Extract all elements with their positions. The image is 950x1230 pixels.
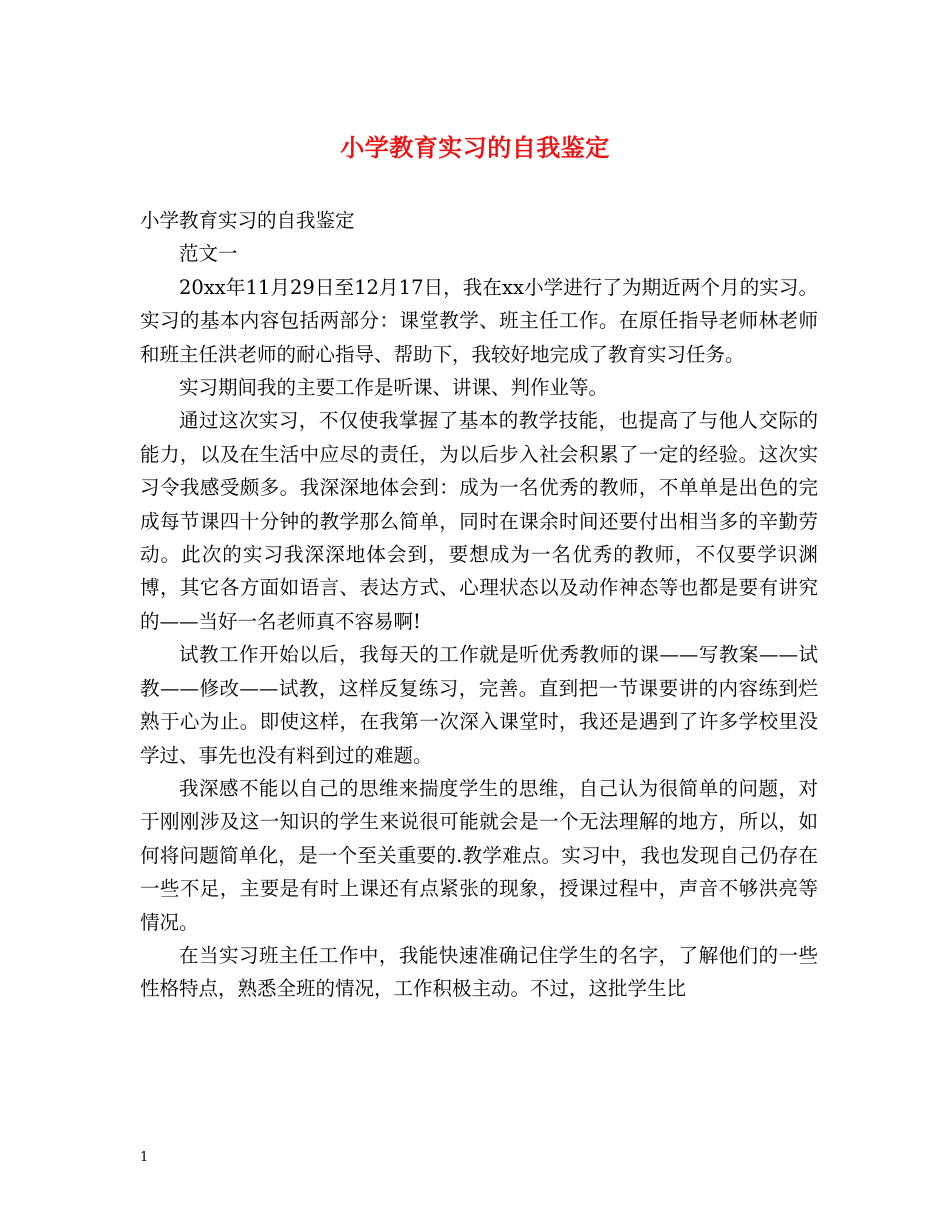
paragraph-reflection: 通过这次实习，不仅使我掌握了基本的教学技能，也提高了与他人交际的能力，以及在生活中应尽的责任，为以后步入社会积累了一定的经验。这次实习令我感受颇多。我深深地体会到：成为一名优秀的教师，不单单是出色的完成每节课四十分钟的教学那么简单，同时在课余时间还要付出相当多的辛勤劳动。此次的实习我深深地体会到，要想成为一名优秀的教师，不仅要学识渊博，其它各方面如语言、表达方式、心理状态以及动作神态等也都是要有讲究的——当好一名老师真不容易啊! [140, 409, 818, 633]
page-number: 1 [140, 1150, 149, 1165]
paragraph-class-teacher: 在当实习班主任工作中，我能快速准确记住学生的名字，了解他们的一些性格特点，熟悉全班的情况，工作积极主动。不过，这批学生比 [140, 943, 818, 1001]
paragraph-trial-teaching: 试教工作开始以后，我每天的工作就是听优秀教师的课——写教案——试教——修改——试教，这样反复练习，完善。直到把一节课要讲的内容练到烂熟于心为止。即使这样，在我第一次深入课堂时，我还是遇到了许多学校里没学过、事先也没有料到过的难题。 [140, 643, 818, 767]
paragraph-internship-intro: 20xx年11月29日至12月17日，我在xx小学进行了为期近两个月的实习。实习的基本内容包括两部分：课堂教学、班主任工作。在原任指导老师林老师和班主任洪老师的耐心指导、帮助下，我较好地完成了教育实习任务。 [140, 275, 818, 366]
paragraph-student-thinking: 我深感不能以自己的思维来揣度学生的思维，自己认为很简单的问题，对于刚刚涉及这一知识的学生来说很可能就会是一个无法理解的地方，所以，如何将问题简单化，是一个至关重要的.教学难点。实习中，我也发现自己仍存在一些不足，主要是有时上课还有点紧张的现象，授课过程中，声音不够洪亮等情况。 [140, 776, 818, 934]
paragraph-main-work: 实习期间我的主要工作是听课、讲课、判作业等。 [179, 376, 609, 400]
document-body [140, 204, 818, 1006]
subtitle-line: 小学教育实习的自我鉴定 [140, 209, 355, 232]
paragraph-sample-label: 范文一 [179, 242, 238, 266]
document-title: 小学教育实习的自我鉴定 [340, 133, 610, 162]
